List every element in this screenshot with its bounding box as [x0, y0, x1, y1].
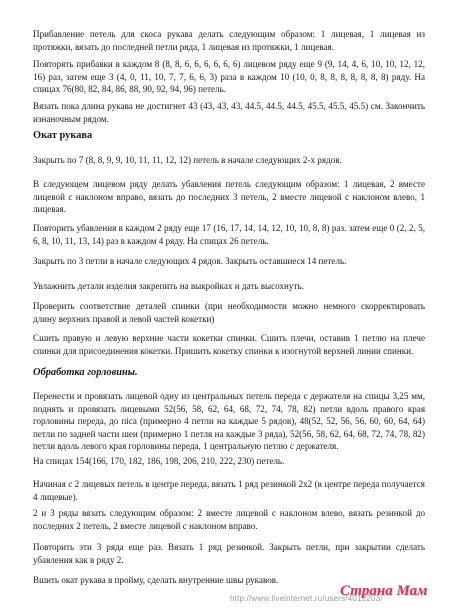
paragraph-check-back: Проверить соответствие деталей спинки (при необходимости можно немного скорректировать длину верхних правой и левой частей кокетки): [33, 301, 425, 324]
paragraph-decrease-repeat: Повторить убавления в каждом 2 ряду еще 17 (16, 17, 14, 14, 12, 10, 10, 8, 8) раз. затем еще 0 (2, 2, 5, 6, 8, 10, 11, 13, 14) раз в каждом 4 ряду. На спицах 26 петель.: [33, 223, 425, 246]
heading-sleeve-cap: Окат рукава: [33, 130, 93, 141]
paragraph-rib-start: Начиная с 2 лицевых петель в центре переда, вязать 1 ряд резинкой 2х2 (в центре переда получается 4 лицевые).: [33, 479, 425, 502]
watermark: [150, 583, 442, 607]
paragraph-blocking: Увлажнить детали изделия закрепить на выкройках и дать высохнуть.: [33, 281, 304, 291]
paragraph-total-stitches: На спицах 154(166, 170, 182, 186, 198, 206, 210, 222, 230) петель.: [33, 456, 285, 466]
paragraph-seam-yoke: Сшить правую и левую верхние части кокетки спинки. Сшить плечи, оставив 1 петлю на плече спинки для присоединения кокетки. Пришить кокетку спинки к изогнутой верхней линии спинки.: [33, 333, 425, 356]
watermark-url: http://www.liveinternet.ru/users/4012203/: [230, 594, 383, 603]
paragraph-repeat-cast-off: Повторить эти 3 ряда еще раз. Вязать 1 ряд резинкой. Закрыть петли, при закрытии сделать убавления как в ряду 2.: [33, 542, 425, 565]
paragraph-cast-off-7: Закрыть по 7 (8, 8, 9, 9, 10, 11, 11, 12, 12) петель в начале следующих 2-х рядов.: [33, 155, 342, 165]
heading-neckline: Обработка горловины.: [33, 367, 138, 378]
paragraph-rows-2-3: 2 и 3 ряды вязать следующим образом: 2 вместе лицевой с наклоном влево, вязать резинкой до последних 2 петель, 2 вместе лицевой с наклоном вправо.: [33, 508, 425, 531]
paragraph-decrease-method: В следующем лицевом ряду делать убавления петель следующим образом: 1 лицевая, 2 вместе лицевой с наклоном вправо, вязать до последних 3 петель, 2 вместе лицевой с наклоном влево, 1 лицевая.: [33, 179, 425, 215]
paragraph-set-in-sleeve: Вшить окат рукава в пройму, сделать внутренние швы рукавов.: [33, 575, 279, 585]
paragraph-sleeve-increase: Прибавление петель для скоса рукава делать следующим образом: 1 лицевая, 1 лицевая из протяжки, вязать до последней петли ряда, 1 лицевая из протяжки, 1 лицевая.: [33, 29, 425, 52]
paragraph-increase-repeat: Повторять прибавки в каждом 8 (8, 8, 6, 6, 6, 6, 6, 6) лицевом ряду еще 9 (9, 14, 4, 6, 10, 10, 12, 12, 16) раз, затем еще 3 (4, 0, 11, 10, 7, 7, 6, 6, 3) раза в каждом 10 (10, 0, 8, 8, 8, 8, 8, 8, 8) ряду. На спицах 76(80, 82, 84, 86, 88, 90, 92, 94, 96) петель.: [33, 59, 425, 95]
paragraph-sleeve-length: Вязать пока длина рукава не достигнет 43 (43, 43, 43, 44.5, 44.5, 44.5, 45.5, 45.5, 45.5) см. Закончить изнаночным рядом.: [33, 101, 425, 124]
paragraph-pick-up-stitches: Перенести и провязать лицевой одну из центральных петель переда с держателя на спицы 3,25 мм, поднять и провязать лицевыми 52(56, 58, 62, 64, 68, 72, 74, 78, 82) петли вдоль правого края горловины переда, до пica (примерно 4 петли на каждые 5 рядов), 48(52, 52, 56, 56, 60, 60, 64, 64) петли по задней части шеи (примерно 1 петля на каждые 3 ряда), 52(56, 58, 62, 64, 68, 72, 74, 78, 82) петли вдоль левого края горловины переда, 1 центральную петлю с держателя.: [33, 391, 425, 452]
paragraph-cast-off-3: Закрыть по 3 петли в начале следующих 4 рядов. Закрыть оставшиеся 14 петель.: [33, 256, 347, 266]
watermark-logo: Страна Мам: [340, 583, 428, 599]
